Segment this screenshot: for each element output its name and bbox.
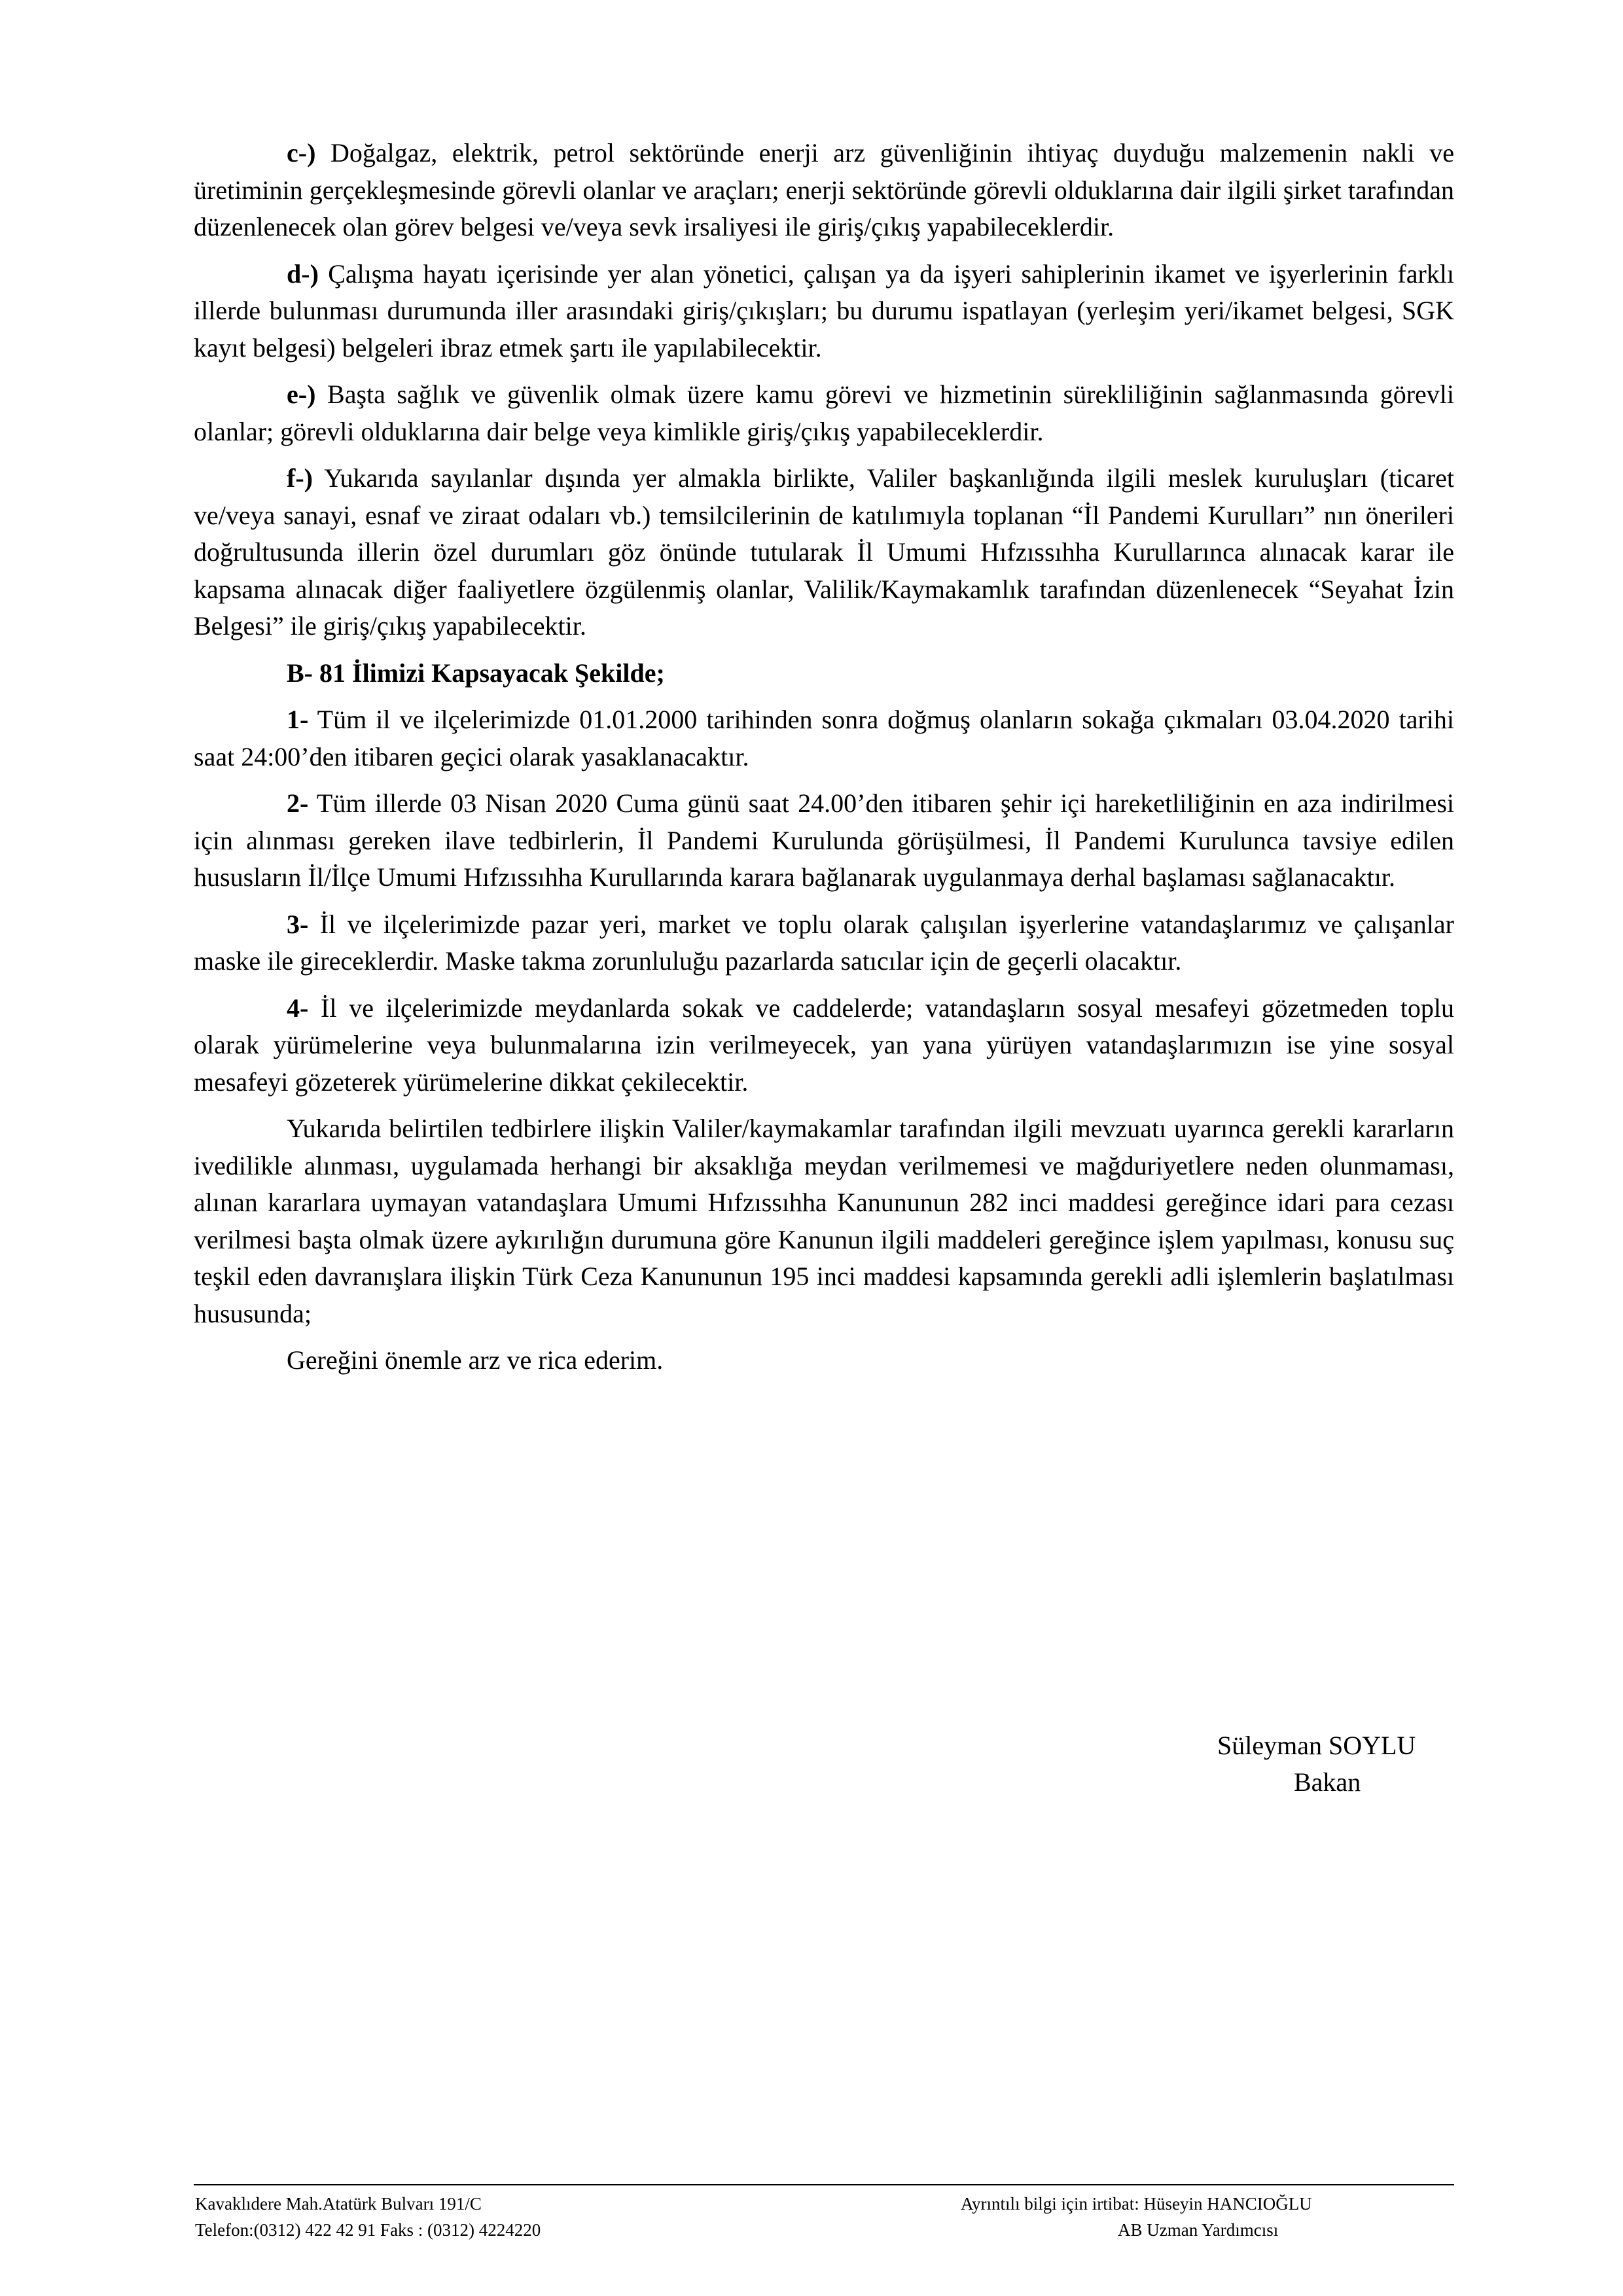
footer-address-block	[195, 2191, 541, 2243]
paragraph-d	[194, 256, 1454, 367]
footer-phone-fax: Telefon:(0312) 422 42 91 Faks : (0312) 4224220	[195, 2220, 541, 2240]
footer-contact-block	[961, 2191, 1312, 2243]
summary-paragraph: Yukarıda belirtilen tedbirlere ilişkin Valiler/kaymakamlar tarafından ilgili mevzuatı uyarınca gerekli kararların ivedilikle alınması, uygulamada herhangi bir aksaklığa meydan verilmemesi ve mağduriyetlere neden olunmaması, alınan kararlara uymayan vatandaşlara Umumi Hıfzıssıhha Kanununun 282 inci maddesi gereğince idari para cezası verilmesi başta olmak üzere aykırılığın durumuna göre Kanunun ilgili maddeleri gereğince işlem yapılması, konusu suç teşkil eden davranışlara ilişkin Türk Ceza Kanununun 195 inci maddesi kapsamında gerekli adli işlemlerin başlatılması hususunda;	[194, 1114, 1454, 1328]
item-text: Tüm il ve ilçelerimizde 01.01.2000 tarihinden sonra doğmuş olanların sokağa çıkmaları 03.04.2020 tarihi saat 24:00’den itibaren geçici olarak yasaklanacaktır.	[194, 705, 1454, 771]
paragraph-label: f-)	[287, 463, 313, 493]
paragraph-text: Çalışma hayatı içerisinde yer alan yönetici, çalışan ya da işyeri sahiplerinin ikamet ve işyerlerinin farklı illerde bulunması durumunda iller arasındaki giriş/çıkışları; bu durumu ispatlayan (yerleşim yeri/ikamet belgesi, SGK kayıt belgesi) belgeleri ibraz etmek şartı ile yapılabilecektir.	[194, 258, 1454, 362]
item-label: 1-	[287, 705, 309, 734]
paragraph-text: Doğalgaz, elektrik, petrol sektöründe enerji arz güvenliğinin ihtiyaç duyduğu malzemenin nakli ve üretiminin gerçekleşmesinde görevli olanlar ve araçları; enerji sektöründe görevli olduklarına dair ilgili şirket tarafından düzenlenecek olan görev belgesi ve/veya sevk irsaliyesi ile giriş/çıkış yapabileceklerdir.	[194, 138, 1454, 241]
document-body	[194, 135, 1454, 1379]
paragraph-text: Başta sağlık ve güvenlik olmak üzere kamu görevi ve hizmetinin sürekliliğinin sağlanmasında görevli olanlar; görevli olduklarına dair belge veya kimlikle giriş/çıkış yapabileceklerdir.	[194, 380, 1454, 446]
item-label: 4-	[287, 993, 309, 1023]
item-text: İl ve ilçelerimizde meydanlarda sokak ve caddelerde; vatandaşların sosyal mesafeyi gözetmeden toplu olarak yürümelerine veya bulunmalarına izin verilmeyecek, yan yana yürüyen vatandaşlarımızın ise yine sosyal mesafeyi gözeterek yürümelerine dikkat çekilecektir.	[194, 993, 1454, 1097]
section-b-item-2	[194, 785, 1454, 896]
paragraph-label: c-)	[287, 138, 316, 168]
signatory-title: Bakan	[1294, 1767, 1361, 1797]
paragraph-label: e-)	[287, 380, 316, 409]
section-b-item-4	[194, 990, 1454, 1101]
paragraph-text: Yukarıda sayılanlar dışında yer almakla birlikte, Valiler başkanlığında ilgili meslek kuruluşları (ticaret ve/veya sanayi, esnaf ve ziraat odaları vb.) temsilcilerinin de katılımıyla toplanan “İl Pandemi Kurulları” nın önerileri doğrultusunda illerin özel durumları göz önünde tutularak İl Umumi Hıfzıssıhha Kurullarınca alınacak karar ile kapsama alınacak diğer faaliyetlere özgülenmiş olanlar, Valilik/Kaymakamlık tarafından düzenlenecek “Seyahat İzin Belgesi” ile giriş/çıkış yapabilecektir.	[194, 463, 1454, 641]
footer-divider	[194, 2184, 1454, 2185]
item-text: İl ve ilçelerimizde pazar yeri, market ve toplu olarak çalışılan işyerlerine vatandaşlarımız ve çalışanlar maske ile gireceklerdir. Maske takma zorunluluğu pazarlarda satıcılar için de geçerli olacaktır.	[194, 909, 1454, 976]
signature-block	[1113, 1727, 1479, 1801]
signatory-name: Süleyman SOYLU	[1217, 1731, 1416, 1760]
paragraph-label: d-)	[287, 258, 319, 289]
paragraph-f	[194, 460, 1454, 645]
item-label: 3-	[287, 909, 309, 939]
section-b-heading: B- 81 İlimizi Kapsayacak Şekilde;	[287, 658, 665, 688]
footer-contact: Ayrıntılı bilgi için irtibat: Hüseyin HANCIOĞLU	[961, 2194, 1312, 2214]
section-b-item-1	[194, 701, 1454, 775]
item-text: Tüm illerde 03 Nisan 2020 Cuma günü saat 24.00’den itibaren şehir içi hareketliliğinin en aza indirilmesi için alınması gereken ilave tedbirlerin, İl Pandemi Kurulunda görüşülmesi, İl Pandemi Kurulunca tavsiye edilen hususların İl/İlçe Umumi Hıfzıssıhha Kurullarında karara bağlanarak uygulanmaya derhal başlaması sağlanacaktır.	[194, 788, 1454, 892]
closing-line: Gereğini önemle arz ve rica ederim.	[287, 1345, 664, 1375]
footer-address: Kavaklıdere Mah.Atatürk Bulvarı 191/C	[195, 2194, 482, 2214]
paragraph-e	[194, 376, 1454, 450]
paragraph-c	[194, 135, 1454, 246]
footer-contact-role: AB Uzman Yardımcısı	[1118, 2220, 1279, 2240]
item-label: 2-	[287, 788, 309, 818]
section-b-item-3	[194, 906, 1454, 980]
